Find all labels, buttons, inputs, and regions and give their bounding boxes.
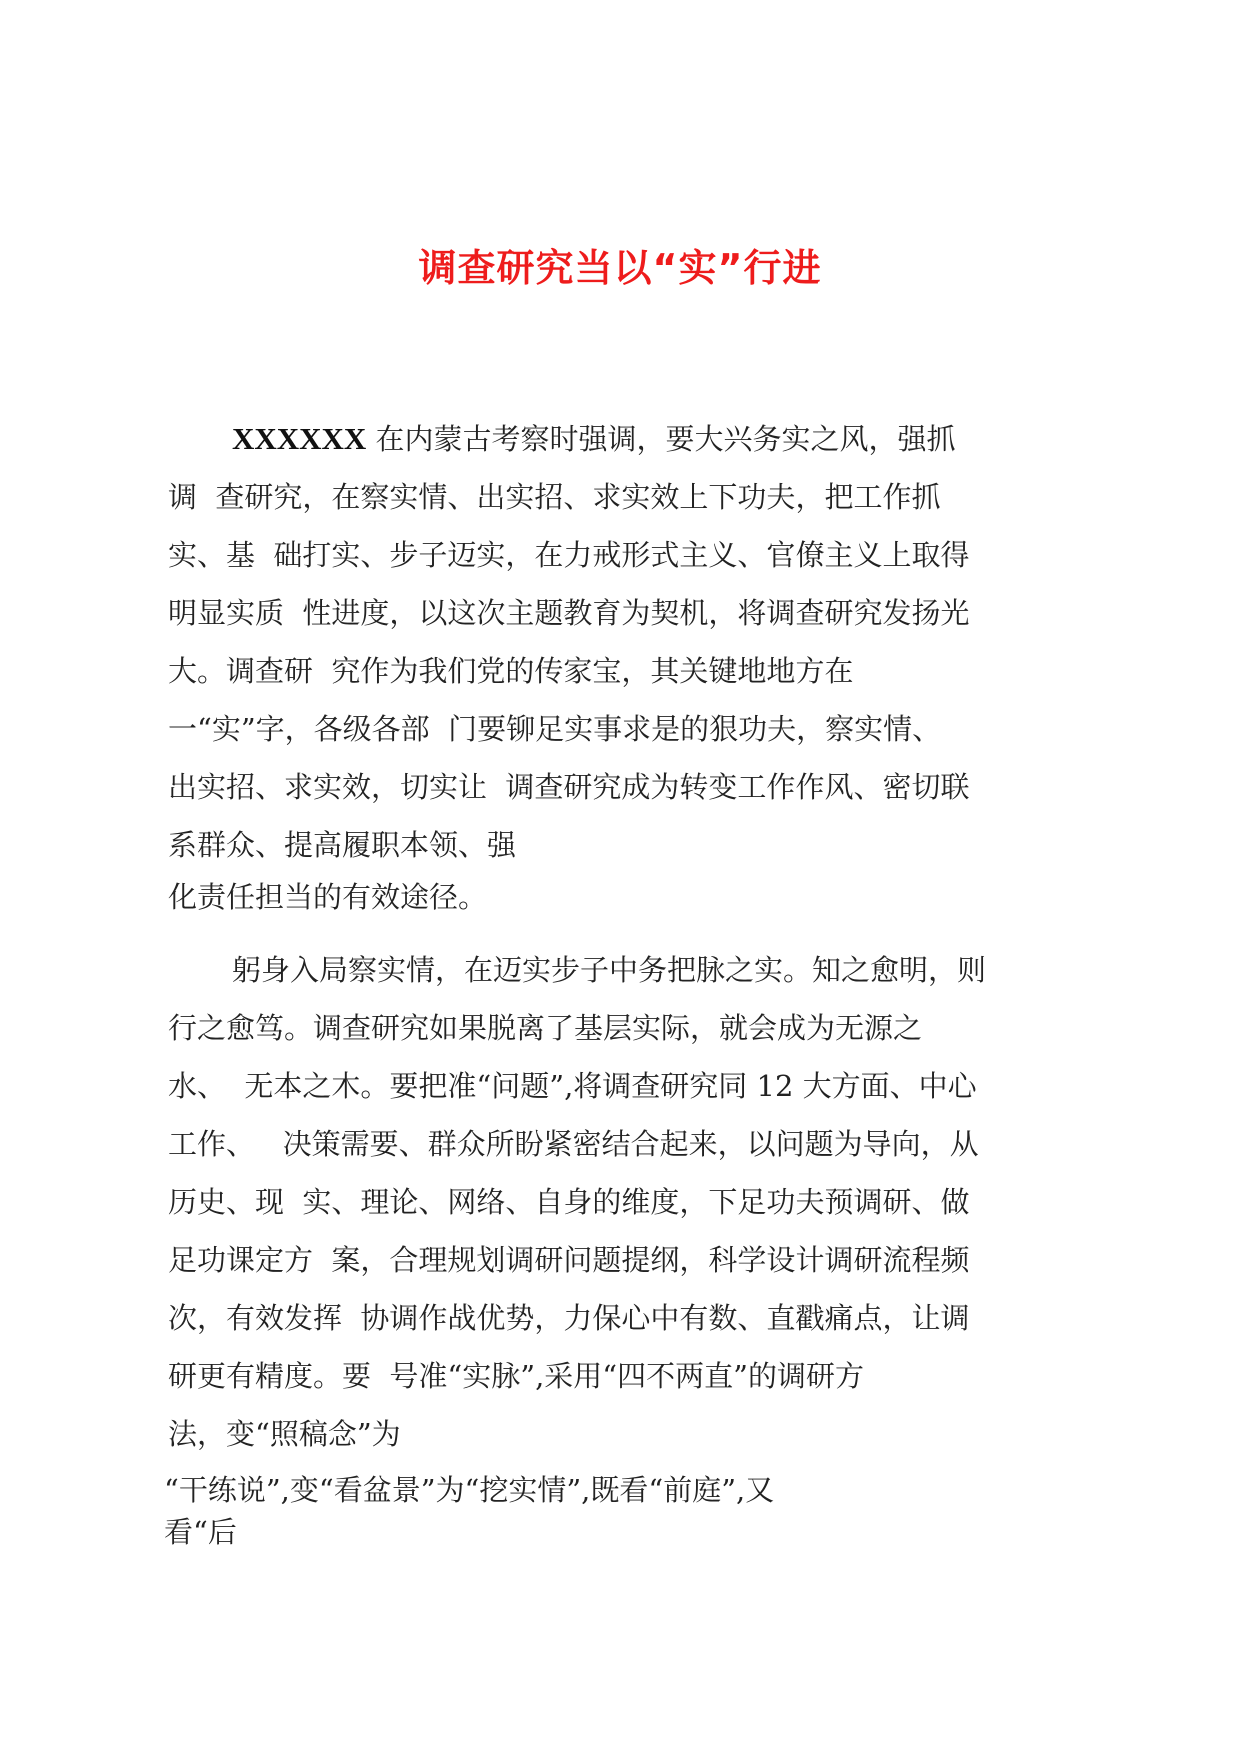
paragraph-2-line-3: 水、 无本之木。要把准“问题”,将调查研究同 12 大方面、中心 xyxy=(168,1069,977,1103)
paragraph-1-line-3: 实、基 础打实、步子迈实，在力戒形式主义、官僚主义上取得 xyxy=(168,538,970,572)
paragraph-1-line-1 xyxy=(232,419,956,459)
paragraph-1-line-4: 明显实质 性进度，以这次主题教育为契机，将调查研究发扬光 xyxy=(168,596,970,630)
paragraph-1-line-7: 出实招、求实效，切实让 调查研究成为转变工作作风、密切联 xyxy=(168,770,970,804)
paragraph-2-line-4: 工作、 决策需要、群众所盼紧密结合起来，以问题为导向，从 xyxy=(168,1127,979,1161)
paragraph-1-lead: XXXXXX xyxy=(232,421,367,456)
paragraph-2-line-10: “干练说”,变“看盆景”为“挖实情”,既看“前庭”,又 xyxy=(164,1473,775,1507)
paragraph-2-line-7: 次，有效发挥 协调作战优势，力保心中有数、直戳痛点，让调 xyxy=(168,1301,970,1335)
paragraph-1-line-6: 一“实”字，各级各部 门要铆足实事求是的狠功夫，察实情、 xyxy=(168,712,942,746)
paragraph-2-line-2: 行之愈笃。调查研究如果脱离了基层实际，就会成为无源之 xyxy=(168,1011,923,1045)
paragraph-2-line-9: 法，变“照稿念”为 xyxy=(168,1417,401,1451)
paragraph-1-line-9: 化责任担当的有效途径。 xyxy=(168,880,488,914)
paragraph-2-line-5: 历史、现 实、理论、网络、自身的维度，下足功夫预调研、做 xyxy=(168,1185,970,1219)
paragraph-2-line-11: 看“后 xyxy=(164,1515,237,1549)
paragraph-2-line-8: 研更有精度。要 号准“实脉”,采用“四不两直”的调研方 xyxy=(168,1359,864,1393)
paragraph-1-line-8: 系群众、提高履职本领、强 xyxy=(168,828,517,862)
paragraph-2-line-6: 足功课定方 案，合理规划调研问题提纲，科学设计调研流程频 xyxy=(168,1243,970,1277)
document-title: 调查研究当以“实”行进 xyxy=(418,246,822,290)
paragraph-1-line-5: 大。调查研 究作为我们党的传家宝，其关键地地方在 xyxy=(168,654,854,688)
paragraph-1-line-1-text: 在内蒙古考察时强调，要大兴务实之风，强抓 xyxy=(366,422,956,456)
paragraph-2-line-1: 躬身入局察实情，在迈实步子中务把脉之实。知之愈明，则 xyxy=(232,953,987,987)
paragraph-1-line-2: 调 查研究，在察实情、出实招、求实效上下功夫，把工作抓 xyxy=(168,480,941,514)
